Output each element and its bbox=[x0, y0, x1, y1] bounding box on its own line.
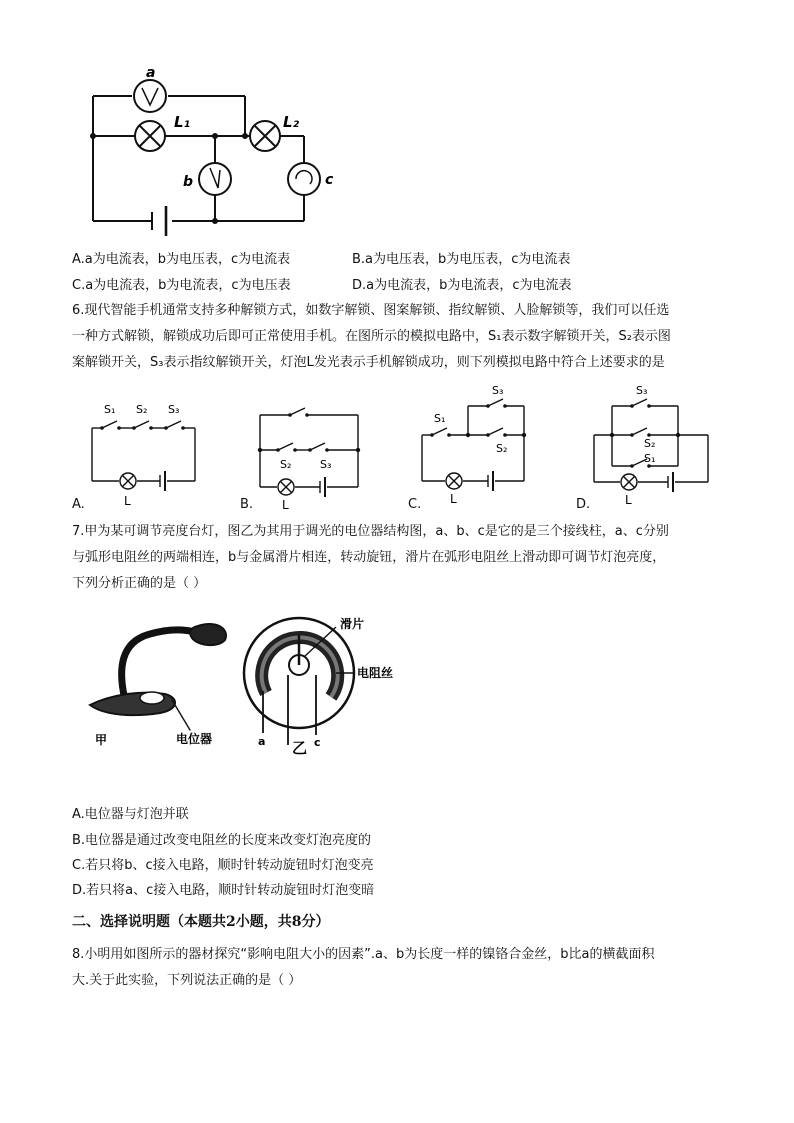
section-2-heading: 二、选择说明题（本题共2小题，共8分） bbox=[72, 914, 330, 930]
fig-terminal-c-label: c bbox=[314, 736, 321, 749]
q6-option-c-letter[interactable]: C. bbox=[408, 497, 422, 512]
fig-slider-label: 滑片 bbox=[340, 617, 365, 631]
q7-text-line-3: 下列分析正确的是（ ） bbox=[72, 576, 207, 591]
q6-text-line-1: 6.现代智能手机通常支持多种解锁方式，如数字解锁、图案解锁、指纹解锁、人脸解锁等，我们可以任选 bbox=[72, 303, 670, 318]
meter-b-label: b bbox=[183, 174, 194, 190]
q6-option-a-letter[interactable]: A. bbox=[72, 497, 85, 512]
q7-option-a[interactable]: A.电位器与灯泡并联 bbox=[72, 807, 189, 822]
q5-option-b[interactable]: B.a为电压表，b为电压表，c为电流表 bbox=[352, 252, 571, 267]
svg-text:S₃: S₃ bbox=[492, 384, 504, 397]
svg-text:S₂: S₂ bbox=[496, 442, 508, 455]
svg-text:S₁: S₁ bbox=[434, 412, 446, 425]
q6-circuit-d bbox=[576, 380, 726, 510]
lamp-l2-label: L₂ bbox=[283, 113, 300, 131]
q7-option-b[interactable]: B.电位器是通过改变电阻丝的长度来改变灯泡亮度的 bbox=[72, 833, 372, 848]
q8-text-line-2: 大.关于此实验，下列说法正确的是（ ） bbox=[72, 973, 302, 988]
q7-figure-yi-potentiometer bbox=[236, 605, 406, 765]
q6-circuit-c bbox=[408, 380, 548, 510]
q5-circuit-diagram bbox=[80, 60, 340, 240]
meter-a-label: a bbox=[146, 65, 156, 81]
q7-text-line-2: 与弧形电阻丝的两端相连，b与金属滑片相连，转动旋钮，滑片在弧形电阻丝上滑动即可调节灯泡亮度， bbox=[72, 550, 666, 565]
q6-text-line-2: 一种方式解锁，解锁成功后即可正常使用手机。在图所示的模拟电路中，S₁表示数字解锁开关，S₂表示图 bbox=[72, 329, 671, 344]
svg-text:S₃: S₃ bbox=[168, 403, 180, 416]
svg-text:S₂: S₂ bbox=[644, 437, 656, 450]
q7-figure-jia-desk-lamp bbox=[80, 610, 240, 750]
svg-text:S₂: S₂ bbox=[136, 403, 148, 416]
q6-circuit-b bbox=[240, 395, 380, 515]
q8-text-line-1: 8.小明用如图所示的器材探究“影响电阻大小的因素”.a、b为长度一样的镍铬合金丝，b比a的横截面积 bbox=[72, 947, 655, 962]
q5-option-a[interactable]: A.a为电流表，b为电压表，c为电流表 bbox=[72, 252, 291, 267]
lamp-l1-label: L₁ bbox=[174, 113, 191, 131]
q5-option-c[interactable]: C.a为电流表，b为电流表，c为电压表 bbox=[72, 278, 291, 293]
svg-text:S₁: S₁ bbox=[104, 403, 116, 416]
svg-text:S₃: S₃ bbox=[636, 384, 648, 397]
svg-text:L: L bbox=[124, 494, 131, 508]
meter-c-label: c bbox=[325, 172, 334, 188]
q7-text-line-1: 7.甲为某可调节亮度台灯，图乙为其用于调光的电位器结构图，a、b、c是它的是三个接线柱，a、c分别 bbox=[72, 524, 669, 539]
fig-potentiometer-label: 电位器 bbox=[176, 732, 213, 746]
fig-yi-label: 乙 bbox=[292, 739, 308, 757]
svg-text:S₁: S₁ bbox=[644, 452, 656, 465]
q6-option-d-letter[interactable]: D. bbox=[576, 497, 591, 512]
fig-jia-label: 甲 bbox=[95, 733, 108, 747]
q6-option-b-letter[interactable]: B. bbox=[240, 497, 254, 512]
q6-circuit-a bbox=[72, 395, 212, 515]
meter-a-icon bbox=[134, 80, 166, 112]
fig-resistance-wire-label: 电阻丝 bbox=[357, 666, 394, 680]
q5-option-d[interactable]: D.a为电流表，b为电流表，c为电流表 bbox=[352, 278, 572, 293]
svg-text:L: L bbox=[625, 493, 632, 507]
q6-text-line-3: 案解锁开关，S₃表示指纹解锁开关，灯泡L发光表示手机解锁成功，则下列模拟电路中符合上述要求的是 bbox=[72, 355, 665, 370]
fig-terminal-a-label: a bbox=[258, 735, 266, 748]
svg-text:S₂: S₂ bbox=[280, 458, 292, 471]
q7-option-c[interactable]: C.若只将b、c接入电路，顺时针转动旋钮时灯泡变亮 bbox=[72, 858, 374, 873]
svg-text:L: L bbox=[282, 498, 289, 512]
q7-option-d[interactable]: D.若只将a、c接入电路，顺时针转动旋钮时灯泡变暗 bbox=[72, 883, 375, 898]
meter-c-icon bbox=[288, 163, 320, 195]
svg-text:L: L bbox=[450, 492, 457, 506]
svg-text:S₃: S₃ bbox=[320, 458, 332, 471]
